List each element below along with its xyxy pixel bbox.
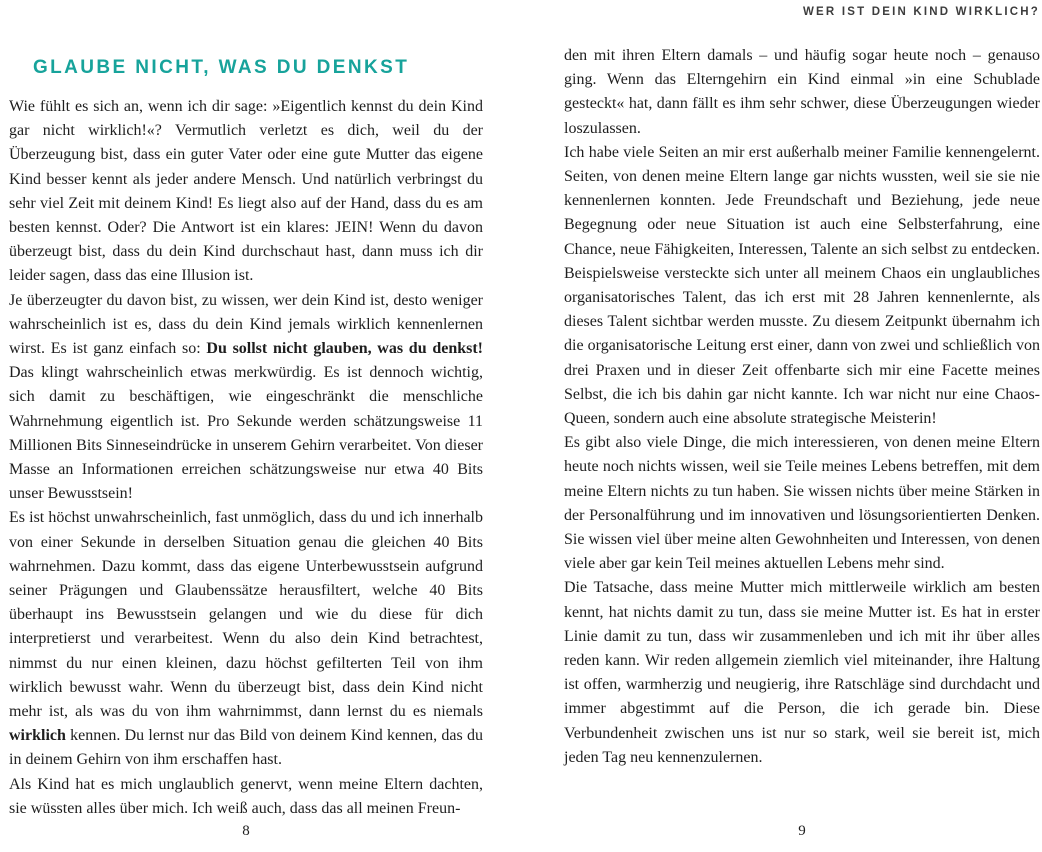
text-run: Es ist höchst unwahrscheinlich, fast unmöglich, dass du und ich innerhalb von einer Sekunde in derselben Situation genau die gleichen 40 Bits wahrnehmen. Dazu kommt, dass das eigene Unterbewusstsein aufgrund seiner Prägungen und Glaubenssätze herausfiltert, welche 40 Bits überhaupt ins Bewusstsein gelangen und wie du diese für dich interpretierst und verarbeitest. Wenn du also dein Kind betrachtest, nimmst du nur einen kleinen, dazu höchst gefilterten Teil von ihm wirklich bewusst wahr. Wenn du überzeugt bist, dass dein Kind nicht mehr ist, als was du von ihm wahrnimmst, dann lernst du es niemals <box>9 509 483 721</box>
paragraph <box>564 44 1040 141</box>
page-number-right: 9 <box>798 823 806 839</box>
bold-text-run: wirklich <box>9 727 66 745</box>
paragraph <box>564 141 1040 431</box>
text-run: den mit ihren Eltern damals – und häufig sogar heute noch – genauso ging. Wenn das Elterngehirn ein Kind einmal »in eine Schublade gesteckt« hat, dann fällt es ihm sehr schwer, diese Überzeugungen wieder loszulassen. <box>564 47 1040 137</box>
paragraph <box>9 506 483 772</box>
text-run: kennen. Du lernst nur das Bild von deinem Kind kennen, das du in deinem Gehirn von ihm erschaffen hast. <box>9 727 483 769</box>
text-run: Ich habe viele Seiten an mir erst außerhalb meiner Familie kennengelernt. Seiten, von denen meine Eltern lange gar nichts wussten, weil sie sie nie kennenlernen konnten. Jede Freundschaft und Beziehung, jede neue Begegnung oder neue Situation ist auch eine Selbsterfahrung, eine Chance, neue Fähigkeiten, Interessen, Talente an sich selbst zu entdecken. Beispielsweise versteckte sich unter all meinem Chaos ein unglaubliches organisatorisches Talent, das ich erst mit 28 Jahren kennenlernte, als dieses Talent sichtbar werden musste. Zu diesem Zeitpunkt übernahm ich die organisatorische Leitung erst einer, dann von zwei und schließlich von drei Praxen und in dieser Zeit offenbarte sich mir eine Facette meines Selbst, die ich bis dahin gar nicht kannte. Ich war nicht nur eine Chaos-Queen, sondern auch eine absolute strategische Meisterin! <box>564 143 1040 428</box>
paragraph <box>9 289 483 507</box>
left-page-body <box>9 95 483 821</box>
paragraph <box>9 773 483 821</box>
text-run: Je überzeugter du davon bist, zu wissen, wer dein Kind ist, desto weniger wahrscheinlich ist es, dass du dein Kind jemals wirklich kennenlernen wirst. Es ist ganz einfach so: <box>9 291 483 358</box>
text-run: Als Kind hat es mich unglaublich genervt, wenn meine Eltern dachten, sie wüssten alles über mich. Ich weiß auch, dass das all meinen Freun- <box>9 775 483 817</box>
text-run: Die Tatsache, dass meine Mutter mich mittlerweile wirklich am besten kennt, hat nichts damit zu tun, dass sie meine Mutter ist. Es hat in erster Linie damit zu tun, dass wir zusammenleben und ich mit ihr über alles reden kann. Wir reden allgemein ziemlich viel miteinander, ihre Haltung ist offen, warmherzig und neugierig, ihre Ratschläge sind durchdacht und immer abgestimmt auf die Person, die ich gerade bin. Diese Verbundenheit zwischen uns ist nur so stark, weil sie bereit ist, mich jeden Tag neu kennenzulernen. <box>564 579 1040 766</box>
paragraph <box>564 431 1040 576</box>
chapter-heading: GLAUBE NICHT, WAS DU DENKST <box>33 56 410 78</box>
left-page <box>9 0 483 852</box>
text-run: Es gibt also viele Dinge, die mich interessieren, von denen meine Eltern heute noch nichts wissen, weil sie Teile meines Lebens betreffen, mit dem meine Eltern nichts zu tun haben. Sie wissen nichts über meine Stärken in der Personalführung und im innovativen und lösungsorientierten Denken. Sie wissen viel über meine alten Gewohnheiten und Interessen, von denen viele aber gar kein Teil meines aktuellen Lebens mehr sind. <box>564 434 1040 573</box>
bold-text-run: Du sollst nicht glauben, was du denkst! <box>206 340 483 358</box>
text-run: Wie fühlt es sich an, wenn ich dir sage: »Eigentlich kennst du dein Kind gar nicht wirklich!«? Vermutlich verletzt es dich, weil du der Überzeugung bist, dass ein guter Vater oder eine gute Mutter das eigene Kind besser kennt als jeder andere Mensch. Und natürlich verbringst du sehr viel Zeit mit deinem Kind! Es liegt also auf der Hand, dass du es am besten kennst. Oder? Die Antwort ist ein klares: JEIN! Wenn du davon überzeugt bist, dass du dein Kind durchschaut hast, dann muss ich dir leider sagen, dass das eine Illusion ist. <box>9 98 483 285</box>
right-page-body <box>564 44 1040 770</box>
paragraph <box>564 576 1040 770</box>
running-header: WER IST DEIN KIND WIRKLICH? <box>803 6 1040 18</box>
paragraph <box>9 95 483 289</box>
text-run: Das klingt wahrscheinlich etwas merkwürdig. Es ist dennoch wichtig, sich damit zu beschäftigen, wie eingeschränkt die menschliche Wahrnehmung eigentlich ist. Pro Sekunde werden schätzungsweise 11 Millionen Bits Sinneseindrücke in unserem Gehirn verarbeitet. Von dieser Masse an Informationen erreichen schätzungsweise nur etwa 40 Bits unser Bewusstsein! <box>9 364 483 503</box>
page-number-left: 8 <box>242 823 250 839</box>
right-page <box>564 0 1040 852</box>
